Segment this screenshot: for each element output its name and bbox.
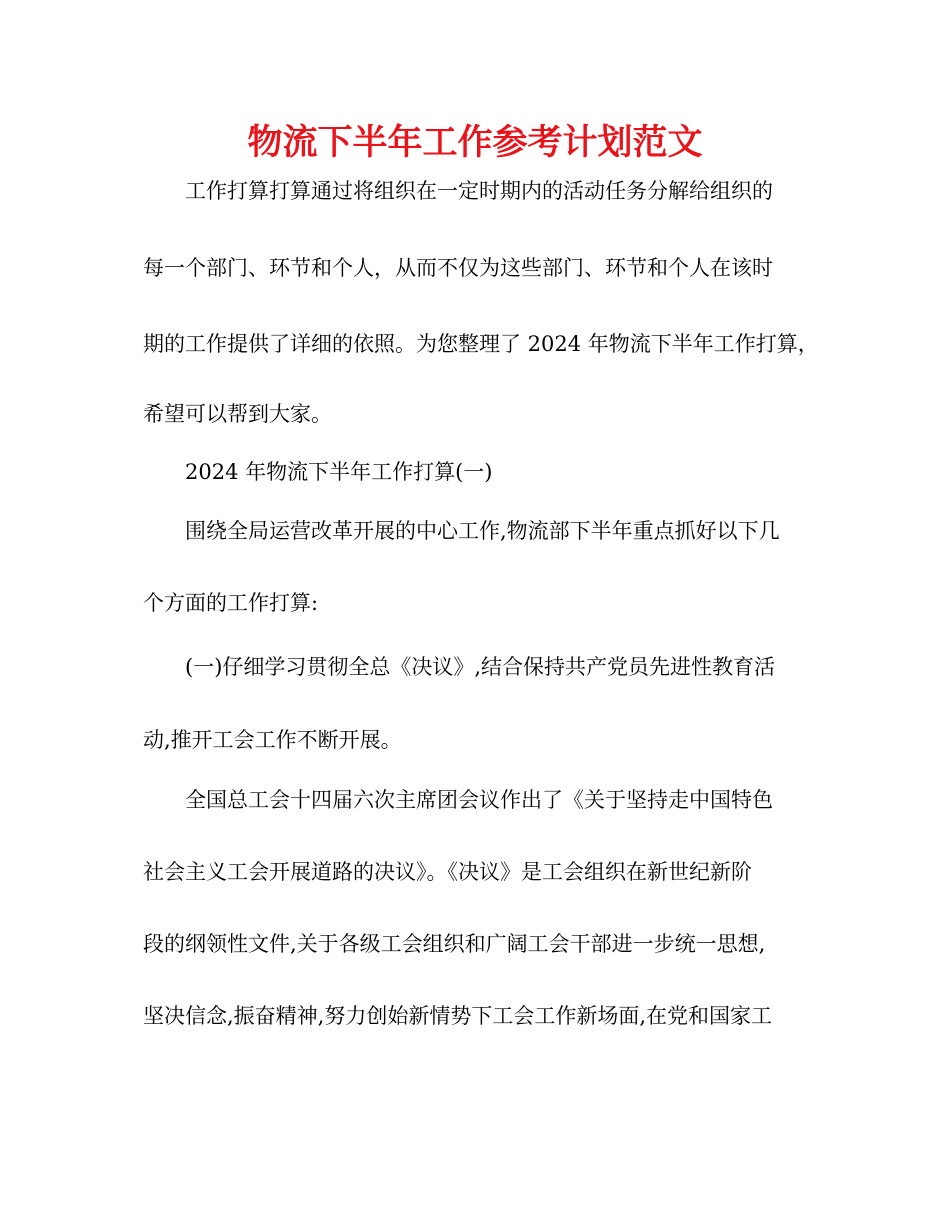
document-title: 物流下半年工作参考计划范文 — [247, 123, 703, 163]
paragraph-line: 坚决信念,振奋精神,努力创始新情势下工会工作新场面,在党和国家工 — [143, 1004, 773, 1028]
paragraph-line: 围绕全局运营改革开展的中心工作,物流部下半年重点抓好以下几 — [185, 519, 780, 543]
paragraph-line: 工作打算打算通过将组织在一定时期内的活动任务分解给组织的 — [185, 179, 773, 203]
paragraph-line: 动,推开工会工作不断开展。 — [143, 728, 402, 752]
paragraph-line: 社会主义工会开展道路的决议》。《决议》是工会组织在新世纪新阶 — [143, 860, 752, 884]
paragraph-line: 希望可以帮到大家。 — [143, 402, 332, 426]
paragraph-line: 全国总工会十四届六次主席团会议作出了《关于坚持走中国特色 — [185, 788, 773, 812]
paragraph-line: 期的工作提供了详细的依照。为您整理了 2024 年物流下半年工作打算， — [143, 332, 819, 356]
paragraph-line: (一)仔细学习贯彻全总《决议》,结合保持共产党员先进性教育活 — [185, 655, 776, 679]
paragraph-line: 个方面的工作打算: — [143, 591, 319, 615]
paragraph-line: 段的纲领性文件,关于各级工会组织和广阔工会干部进一步统一思想, — [143, 932, 766, 956]
paragraph-line: 每一个部门、环节和个人，从而不仅为这些部门、环节和个人在该时 — [143, 256, 773, 280]
section-heading: 2024 年物流下半年工作打算(一) — [185, 460, 493, 484]
